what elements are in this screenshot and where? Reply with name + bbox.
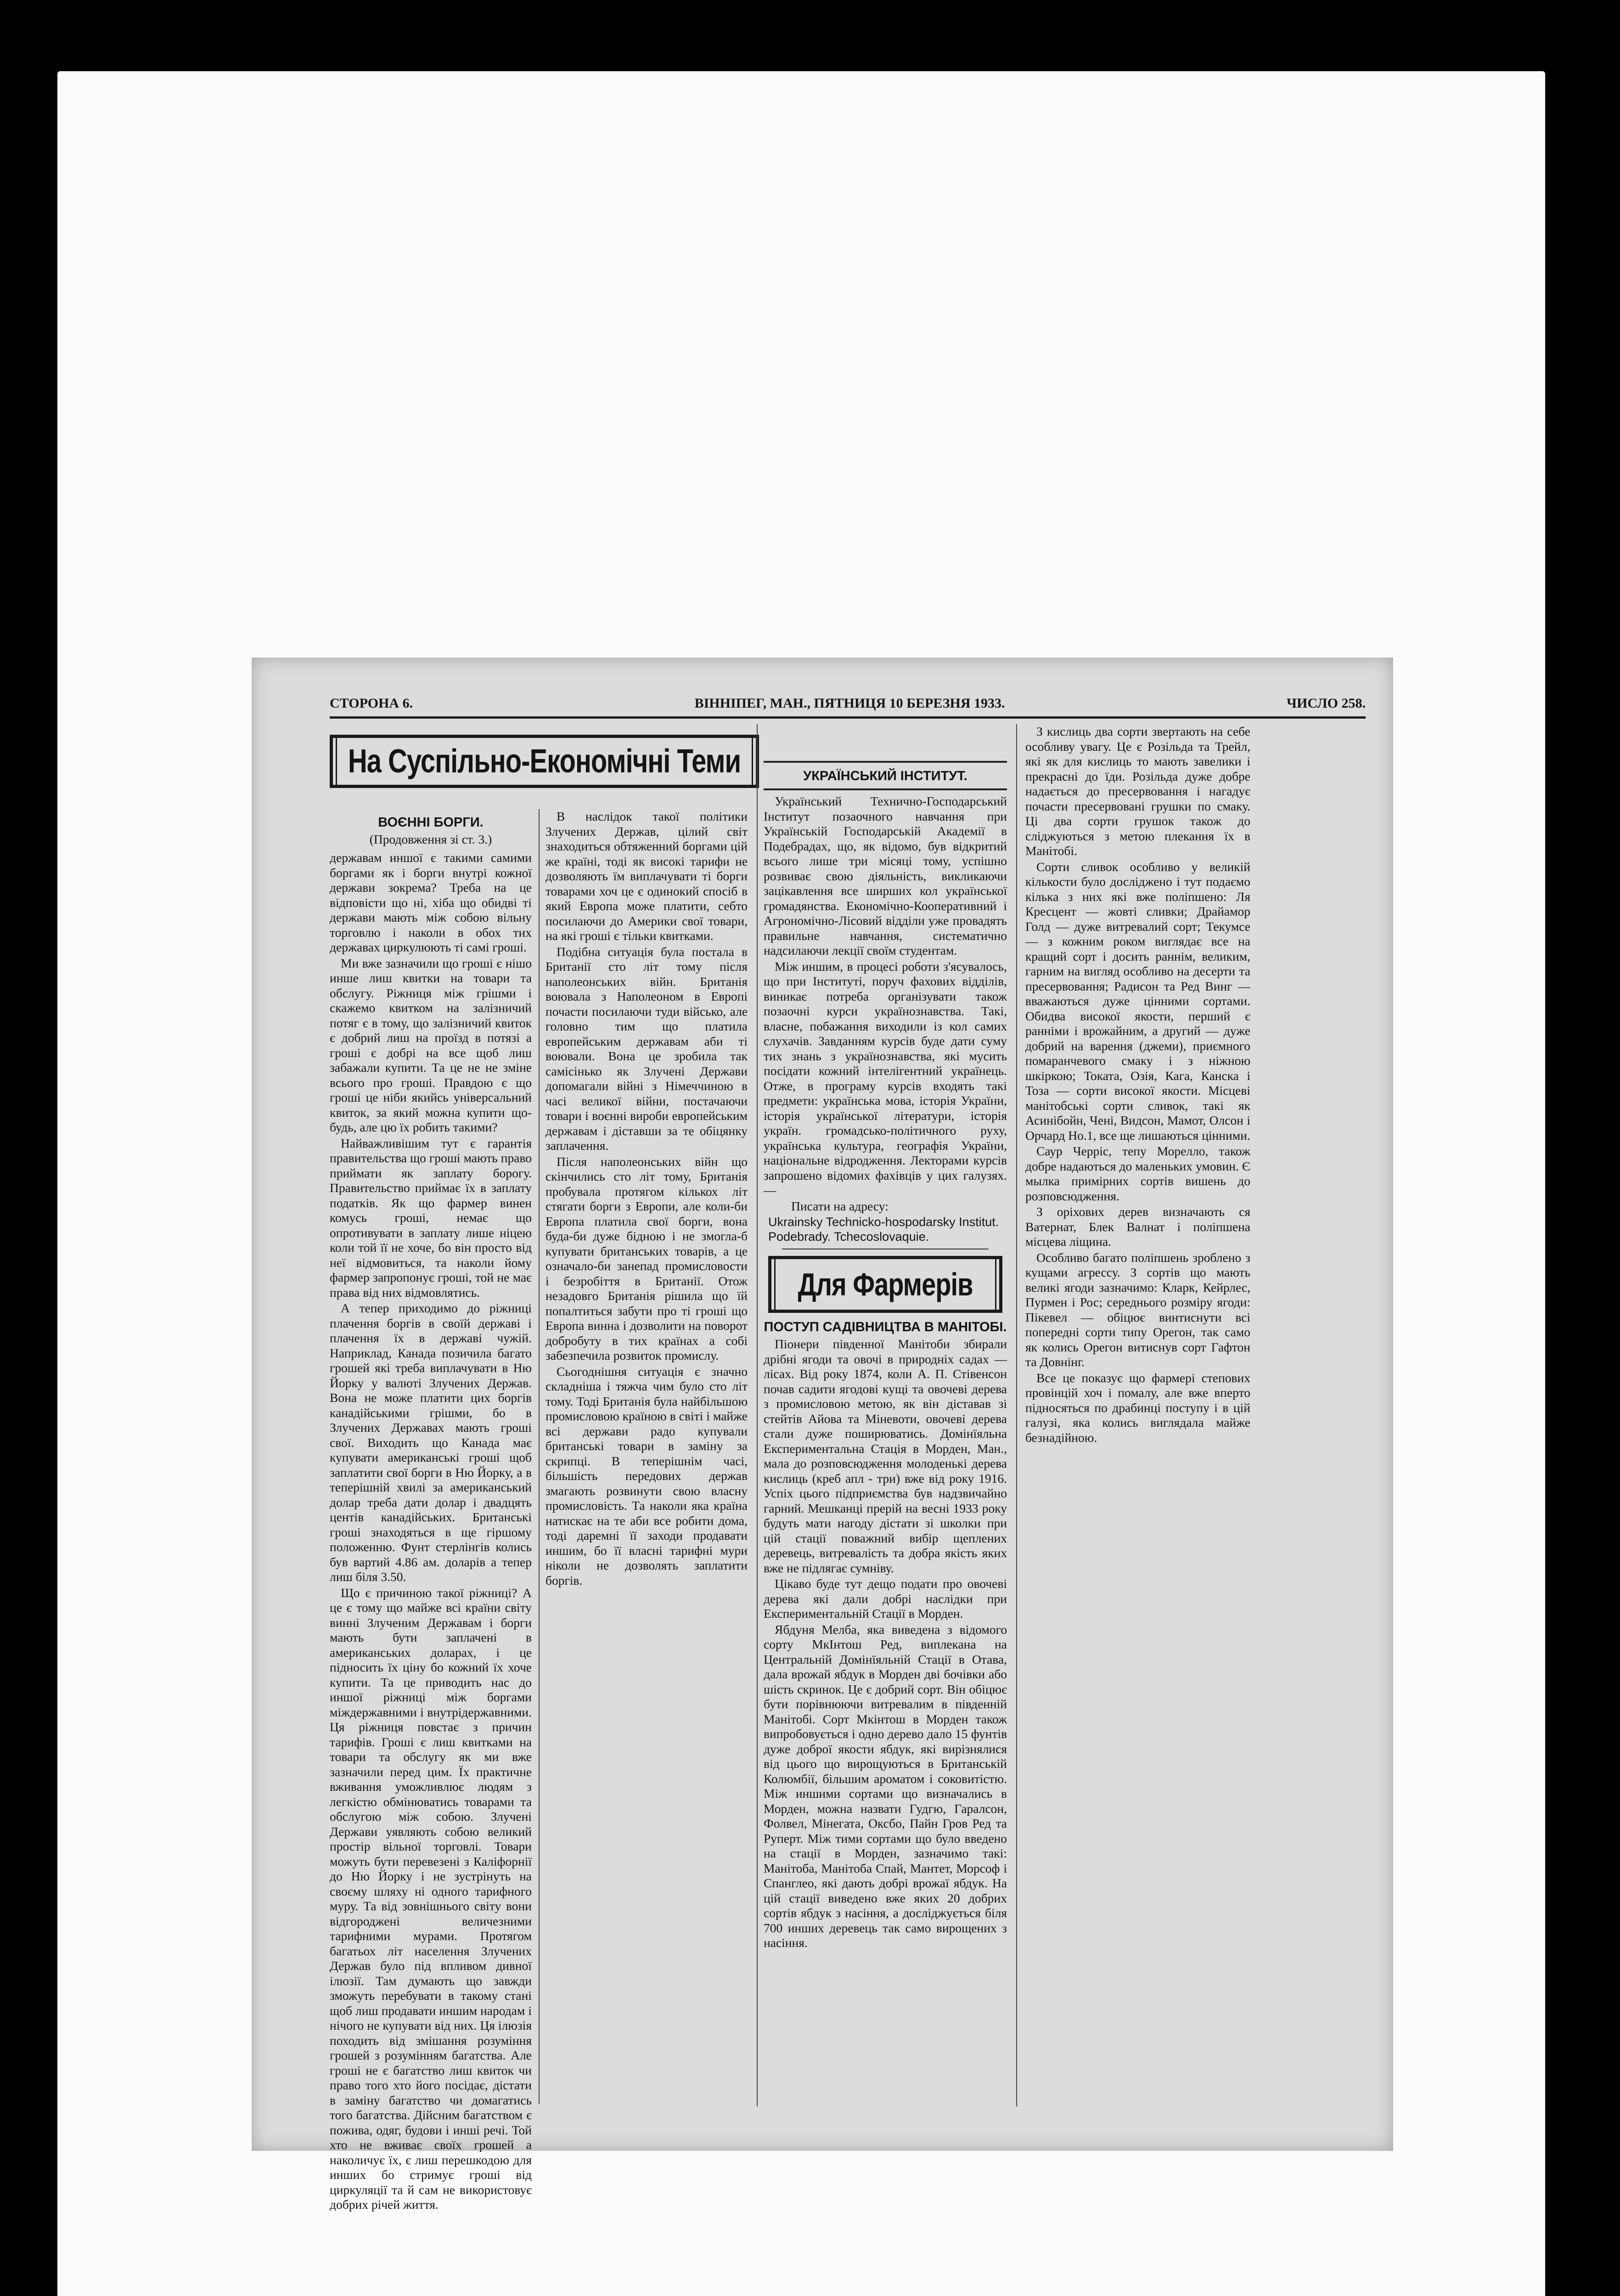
section-rule (764, 761, 1007, 763)
paragraph: державам иншої є такими самими боргами як і борги внутрі кожної держави зокрема? Треба на це відповісти що ні, хіба що обидві ті держави мають між собою вільну торговлю і наколи в обох тих державах циркулюють ті самі гроші. (330, 850, 532, 954)
dateline: ВІННІПЕГ, МАН., ПЯТНИЦЯ 10 БЕРЕЗНЯ 1933. (694, 696, 1005, 711)
paragraph: Найважливішим тут є гарантія правительства що гроші мають право приймати як заплату борогу. Правительство приймає їх в заплату податків. Як що фармер винен комусь гроші, немає що опротивувати в заплату лише ніцею коли той її не хоче, бо він простo від неї відмовиться, та наколи йому фармер запропонує гроші, той не має права від них відмовлятись. (330, 1136, 532, 1300)
section-rule (764, 788, 1007, 790)
section-banner-title: На Суспільно-Економічні Теми (336, 736, 753, 788)
paragraph: Що є причиною такої ріжниці? А це є тому що майже всі країни світу винні Злученим Державам і борги мають бути заплачені в американських доларах, і це підносить їх ціну бо кожний їх хоче купити. Та це приводить нас до иншої ріжниці між боргами міждержавними і внутрідержавними. Ця ріжниця повстає з причин тарифів. Гроші є лиш квитками на товари та обслугу як ми вже зазначили перед цим. Їх практичне вживання уможливлює людям з легкістю обмінюватись товарами та обслугою між собою. Злучені Держави уявляють собою великий простір вільної торговлі. Товари можуть бути перевезені з Каліфорнії до Ню Йорку і не зустрінуть на своєму шляху ні одного тарифного муру. Та від зовнішнього світу вони відгороджені величезними тарифними мурами. Протягом багатьох літ населення Злучених Держав було під впливом дивної ілюзії. Там думають що завжди зможуть перебувати в такому стані щоб лиш продавати иншим народам і нічого не купувати від них. Ця ілюзія походить від змішання розуміння грошей з розумінням багатства. Але гроші не є багатство лиш квиток чи право того хто його посідає, дістати в заміну багатство чи домагатись того багатства. Дійсним багатством є пожива, одяг, будови і инші речі. Той хто не вживає своїх грошей а наколичує їх, є лиш перешкодою для инших бо стримує гроші від циркуляції та й сам не використовує добрих річей життя. (330, 1585, 532, 2212)
paragraph: Саур Черріс, тепу Морелло, також добре надаються до маленьких умовин. Є мылка примірних сортів вишень до розповсюдження. (1025, 1144, 1250, 1203)
paragraph: Подібна ситуація була постала в Британії сто літ тому після наполеонських війн. Британія воювала з Наполеоном в Европі почасти посилаючи туди військо, але головно тим що платила европейським державам аби ті воювали. Вона це зробила так самісінько як Злучені Держави допомагали війні з Німеччиною в часі великої війни, постачаючи товари і воєнні вироби европейським державам і діставши за те обіцянку заплачення. (546, 944, 748, 1153)
paragraph: Особливо багато поліпшень зроблено з кущами агрессу. З сортів що мають великі ягоди зазначимо: Кларк, Кейрлес, Пурмен і Рос; середнього розміру ягоди: Пікевел — обіцює винтиснути всі попередні сорти типу Орегон, так само як колись Орегон витиснув сорт Гафтон та Довнінг. (1025, 1250, 1250, 1369)
paragraph: Між иншим, в процесі роботи з'ясувалось, що при Інституті, поруч фахових відділів, виникає потреба організувати також позаочні курси українознавства. Такі, власне, побажання виходили із кол самих слухачів. Завданням курсів буде дати суму тих знань з українознавства, які мусить посідати кожний інтелігентний українець. Отже, в програму курсів входять такі предмети: українська мова, історія України, історія української літератури, історія україн. громадсько-політичного руху, українська культура, географія України, національне відродження. Лекторами курсів запрошено відомих фахівців у цих галузях. — (764, 959, 1007, 1197)
column-4 (1025, 724, 1250, 2102)
paragraph: Все це показує що фармері степових провінцій хоч і помалу, але вже вперто підносяться по драбинці поступу і в цій галузі, яка колись виглядала майже безнадійною. (1025, 1370, 1250, 1445)
paragraph: Сорти сливок особливо у великій кількости було досліджено і тут подаємо кілька з них які вже поліпшено: Ля Кресцент — жовті сливки; Драйамор Голд — дуже витревалий сорт; Текумсе — з кожним роком виглядає все на кращий сорт і досить раннім, великим, гарним на вигляд особливо на десерти та пресервовання; Радисон та Ред Винг — вважаються дуже цінними сортами. Обидва високої якости, перший є ранніми і врожайним, а другий — дуже добрий на варення (джеми), приємного помаранчевого смаку і з ніжною шкіркою; Токата, Озія, Кага, Канска і Тоза — сорти високої якости. Місцеві манітобські сорти сливок, такі як Асинібойн, Чені, Видсон, Мамот, Олсон і Орчард Но.1, все ще лишаються цінними. (1025, 859, 1250, 1142)
section-banner (330, 735, 759, 788)
column-divider (757, 724, 758, 2106)
farmers-banner-title: Для Фармерів (774, 1256, 996, 1313)
article-title: УКРАЇНСЬКИЙ ІНСТИТУТ. (803, 769, 968, 783)
institute-address: Ukrainsky Technicko-hospodarsky Institut. Podebrady. Tchecoslovaquie. (768, 1215, 999, 1244)
paragraph: Після наполеонських війн що скінчились сто літ тому, Британія пробувала протягом кількох літ стягати борги з Европи, але коли-би Европа платила свої борги, вона буда-би дуже бідною і не змогла-б купувати британських товарів, а це означало-би занепад промисловости і безробіття в Британії. Отож незадовго Британія рішила що їй попалтиться забути про ті гроші що Европа винна і дозволити на поворот добробуту в тих країнах а собі забезпечила розвиток промислу. (546, 1154, 748, 1362)
section-banner-wrap (330, 730, 759, 796)
paragraph: З оріхових дерев визначають ся Ватернат, Блек Валнат і поліпшена місцева ліщина. (1025, 1204, 1250, 1249)
paragraph: Піонери південної Манітоби збирали дрібні ягоди та овочі в природніх садах — лісах. Від року 1874, коли А. П. Стівенсон почав садити ягодові кущі та овочеві дерева з промисловою метою, як він діставав зі стейтів Айова та Міневоти, овочеві дерева стали дуже поширюватись. Домінїяльна Експериментальна Стація в Морден, Ман., мала до розповсюдження молоденькі дерева кислиць (креб апл - три) вже від року 1916. Успіх цього підприємства був надзвичайно гарний. Мешканці прерій на весні 1933 року будуть мати нагоду дістати зі школки при цій стації поважний вибір щеплених деревець, витревалість та добра якість яких вже не підлягає сумніву. (764, 1337, 1007, 1575)
header-rule (330, 716, 1366, 719)
issue-number: ЧИСЛО 258. (1287, 696, 1366, 711)
paragraph: Український Технично-Господарський Інститут позаочного навчання при Українській Господарській Академії в Подебрадах, що, як відомо, був відкритий всього лише три місяці тому, успішно розвиває свою діяльність, викликаючи зацікавлення все ширших кол української громадянства. Економічно-Кооперативний і Агрономічно-Лісовий відділи уже провадять правильне навчання, систематично надсилаючи лекції своїм студентам. (764, 794, 1007, 957)
column-divider (1016, 724, 1017, 2106)
paragraph: В наслідок такої політики Злучених Держав, цілий світ знаходиться обтяженний боргами цій же країні, тоді як високі тарифи не дозволяють їм виплачувати ті борги товарами хоч це є одинокий спосіб в який Европа може платити, себто посилаючи до Америки свої товари, на які гроші є тільки квитками. (546, 809, 748, 943)
farmers-banner (768, 1256, 1002, 1313)
column-2 (546, 809, 748, 2109)
paragraph: Писати на адресу: (791, 1199, 889, 1213)
column-3 (764, 724, 1007, 2102)
column-divider (539, 809, 540, 2104)
article-title: ПОСТУП САДІВНИЦТВА В МАНІТОБІ. (764, 1320, 1007, 1334)
page-label: СТОРОНА 6. (330, 696, 413, 711)
paragraph: Ми вже зазначили що гроші є нішо инше лиш квитки на товари та обслугу. Ріжниця між грішми і скажемо квитком на залізничий потяг є в тому, що залізничий квиток є добрий лиш на проїзд в потязі а гроші є добрі на все щоб лиш забажали купити. Та це не не зміне всього про гроші. Правдою є що гроші це ніби якийсь універсальний квиток, за який можна купити що-будь, але цю їх робить такими? (330, 956, 532, 1134)
article-subtitle: (Продовження зі ст. 3.) (369, 832, 492, 846)
paragraph: Ябдуня Мелба, яка виведена з відомого сорту МкІнтош Ред, виплекана на Центральній Домінїяльній Стації в Отава, дала врожай ябдук в Морден дві бочівки або шість скринок. Це є добрий сорт. Він обіцює бути порівнюючи витревалим в південній Манітобі. Сорт Мкінтош в Морден також випробовується і одно дерево дало 15 фунтів дуже доброї якости ябдук, які вирізнялися від цього що вирощуються в Британській Колюмбії, більшим ароматом і соковитістю. Між иншими сортами що визначались в Морден, можна назвати Гудгю, Гаралсон, Фолвел, Мінегата, Оксбо, Пайн Гров Ред та Руперт. Між тими сортами що було введено на стації в Морден, зазначимо такі: Манітоба, Манітоба Спай, Мантет, Морсоф і Спанглео, які дають добрі врожаї ябдук. На цій стації виведено вже яких 20 добрих сортів ябдук з насіння, а досліджується біля 700 инших деревець так само вирощених з насіння. (764, 1622, 1007, 1950)
paragraph: Сьогоднішня ситуація є значно складніша і тяжча чим було сто літ тому. Тоді Британія була найбільшою промисловою країною в світі і майже всі держави радо купували британські товари в заміну за скрипці. В теперішнім часі, більшість передових держав змагають розвинути свою власну промисловість. Та наколи яка країна натискає на те аби все робити дома, тоді даремні її заходи продавати иншим, бо її власні тарифні мури ніколи не дозволять заплатити боргів. (546, 1364, 748, 1587)
paragraph: З кислиць два сорти звертають на себе особливу увагу. Це є Розільда та Трейл, які як для кислиць то мають завелики і прекрасні до їди. Розільда дуже добре надається до пресервовання і нагадує почасти пресервовані грушки по смаку. Ці два сорти грушок також до сліджуються з метою плекання їх в Манітобі. (1025, 724, 1250, 858)
article-title: ВОЄННІ БОРГИ. (378, 815, 484, 830)
page-header (330, 692, 1366, 715)
paragraph: А тепер приходимо до ріжниці плачення боргів в своїй державі і плачення їх в державі чужій. Наприклад, Канада позичила багато грошей які треба виплачувати в Ню Йорку у валюті Злучених Держав. Вона не може платити цих боргів канадійськими грішми, бо в Злучених Державах мають гроші свої. Виходить що Канада має купувати американські гроші щоб заплатити свої борги в Ню Йорку, а в теперішній хвилі за американський долар треба дати долар і двадцять центів канадійських. Британські гроші знаходяться в ще гіршому положенню. Фунт стерлінгів колись був вартий 4.86 ам. доларів а тепер лиш біля 3.50. (330, 1301, 532, 1584)
newspaper-page (252, 658, 1393, 2212)
column-1 (330, 809, 532, 2212)
paragraph: Цікаво буде тут дещо подати про овочеві дерева які дали добрі наслідки при Експериментальній Стації в Морден. (764, 1576, 1007, 1621)
